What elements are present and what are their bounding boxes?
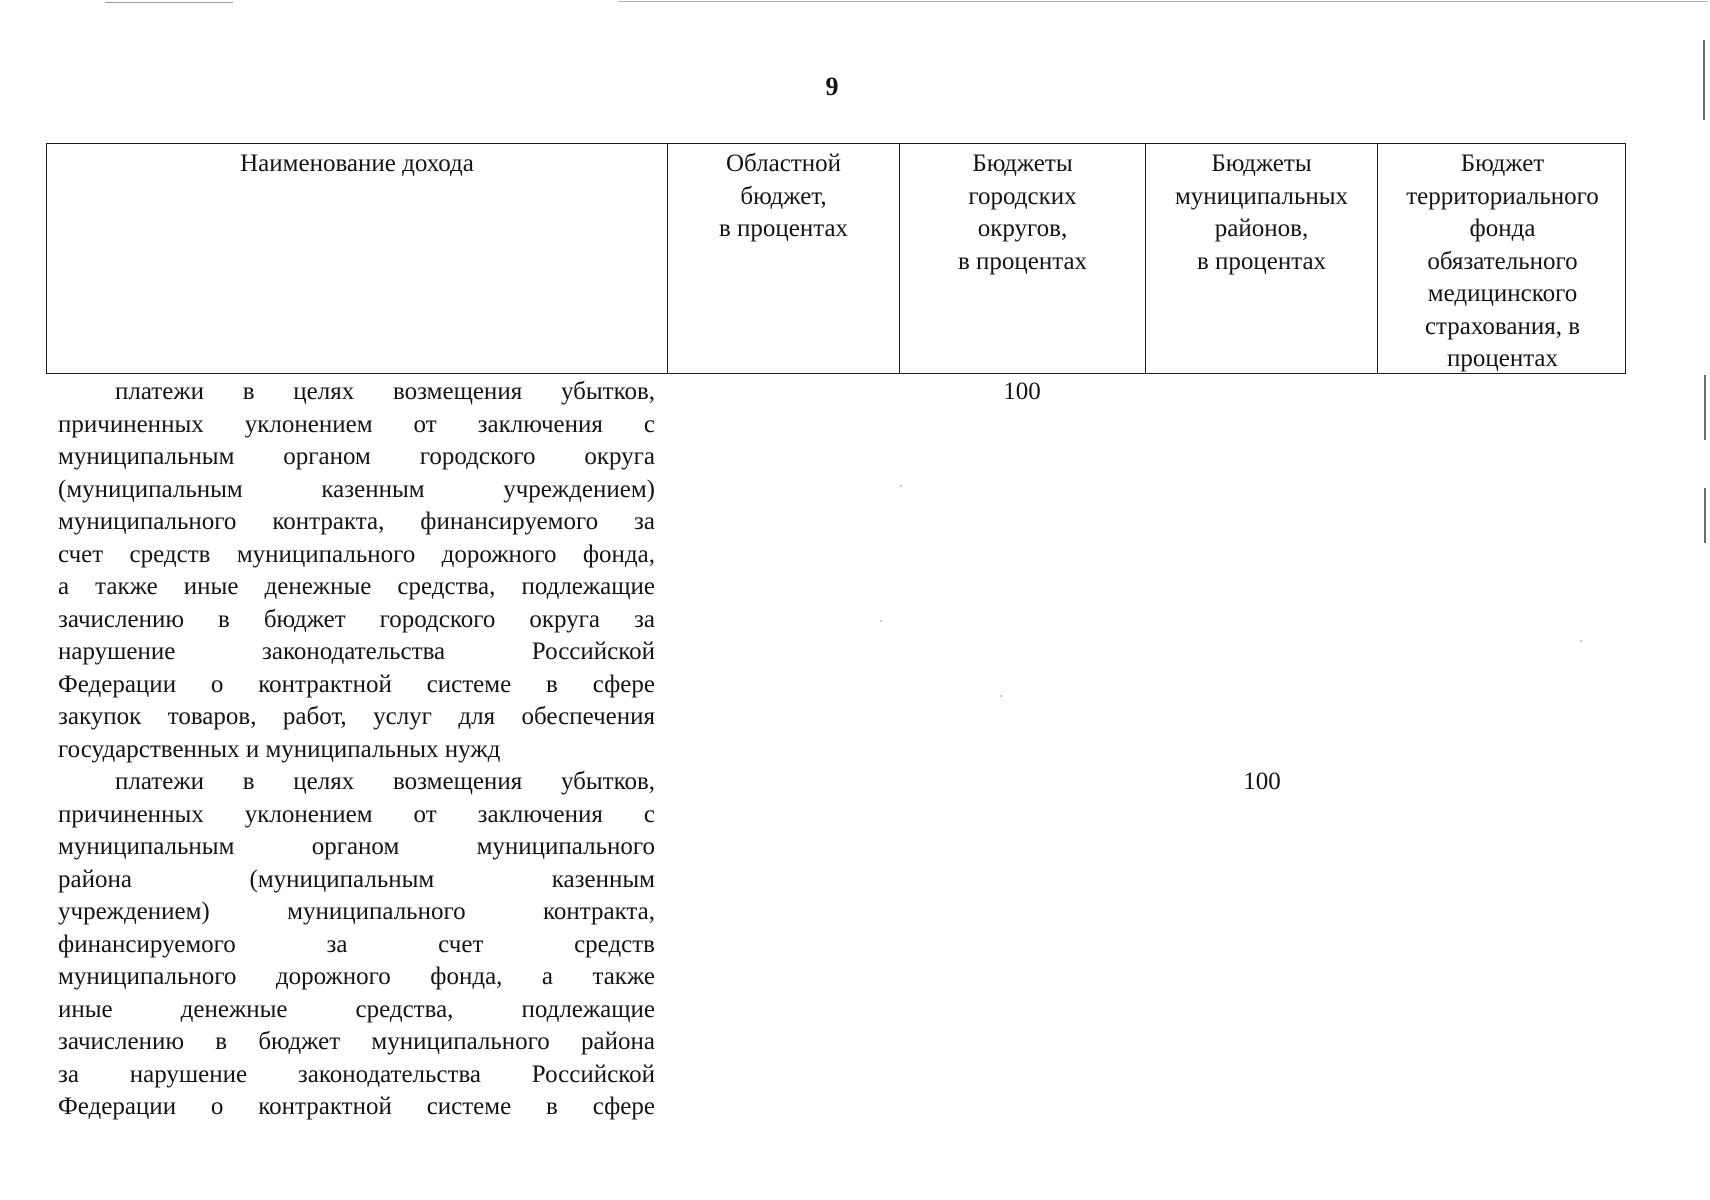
table-header bbox=[46, 143, 1626, 374]
table-row-value-municipal-districts: 100 bbox=[1243, 768, 1281, 795]
scan-right-edge bbox=[1704, 375, 1706, 440]
scan-edge-line bbox=[618, 1, 1708, 2]
table-row-income-name: платежи в целях возмещения убытков, причиненных уклонением от заключения с муниципальным органом муниципального района (муниципальным казенным учреждением) муниципального контракта, финансируемого за счет средств муниципального дорожного фонда, а также иные денежные средства, подлежащие зачислению в бюджет муниципального района за нарушение законодательства Российской Федерации о контрактной системе в сфере bbox=[58, 768, 655, 1120]
header-cell-regional-budget: Областной бюджет, в процентах bbox=[667, 144, 899, 373]
header-cell-medical-insurance-fund-budget: Бюджет территориального фонда обязательного медицинского страхования, в процентах bbox=[1377, 144, 1627, 373]
scan-right-edge bbox=[1704, 488, 1706, 543]
table-row-value-city-districts: 100 bbox=[1003, 378, 1041, 405]
scan-speck bbox=[880, 620, 882, 622]
header-cell-income-name: Наименование дохода bbox=[240, 150, 474, 177]
scan-speck bbox=[900, 485, 902, 487]
scan-right-edge bbox=[1703, 40, 1705, 120]
header-cell-city-district-budgets: Бюджеты городских округов, в процентах bbox=[899, 144, 1145, 373]
table-row-income-name: платежи в целях возмещения убытков, причиненных уклонением от заключения с муниципальным органом городского округа (муниципальным казенным учреждением) муниципального контракта, финансируемого за счет средств муниципального дорожного фонда, а также иные денежные средства, подлежащие зачислению в бюджет городского округа за нарушение законодательства Российской Федерации о контрактной системе в сфере закупок товаров, работ, услуг для обеспечения государственных и муниципальных нужд bbox=[58, 378, 655, 763]
scan-speck bbox=[1580, 640, 1582, 642]
scan-speck bbox=[1000, 695, 1002, 697]
scan-edge-line bbox=[105, 2, 233, 3]
page-number: 9 bbox=[825, 72, 839, 101]
header-cell-municipal-district-budgets: Бюджеты муниципальных районов, в процентах bbox=[1145, 144, 1377, 373]
